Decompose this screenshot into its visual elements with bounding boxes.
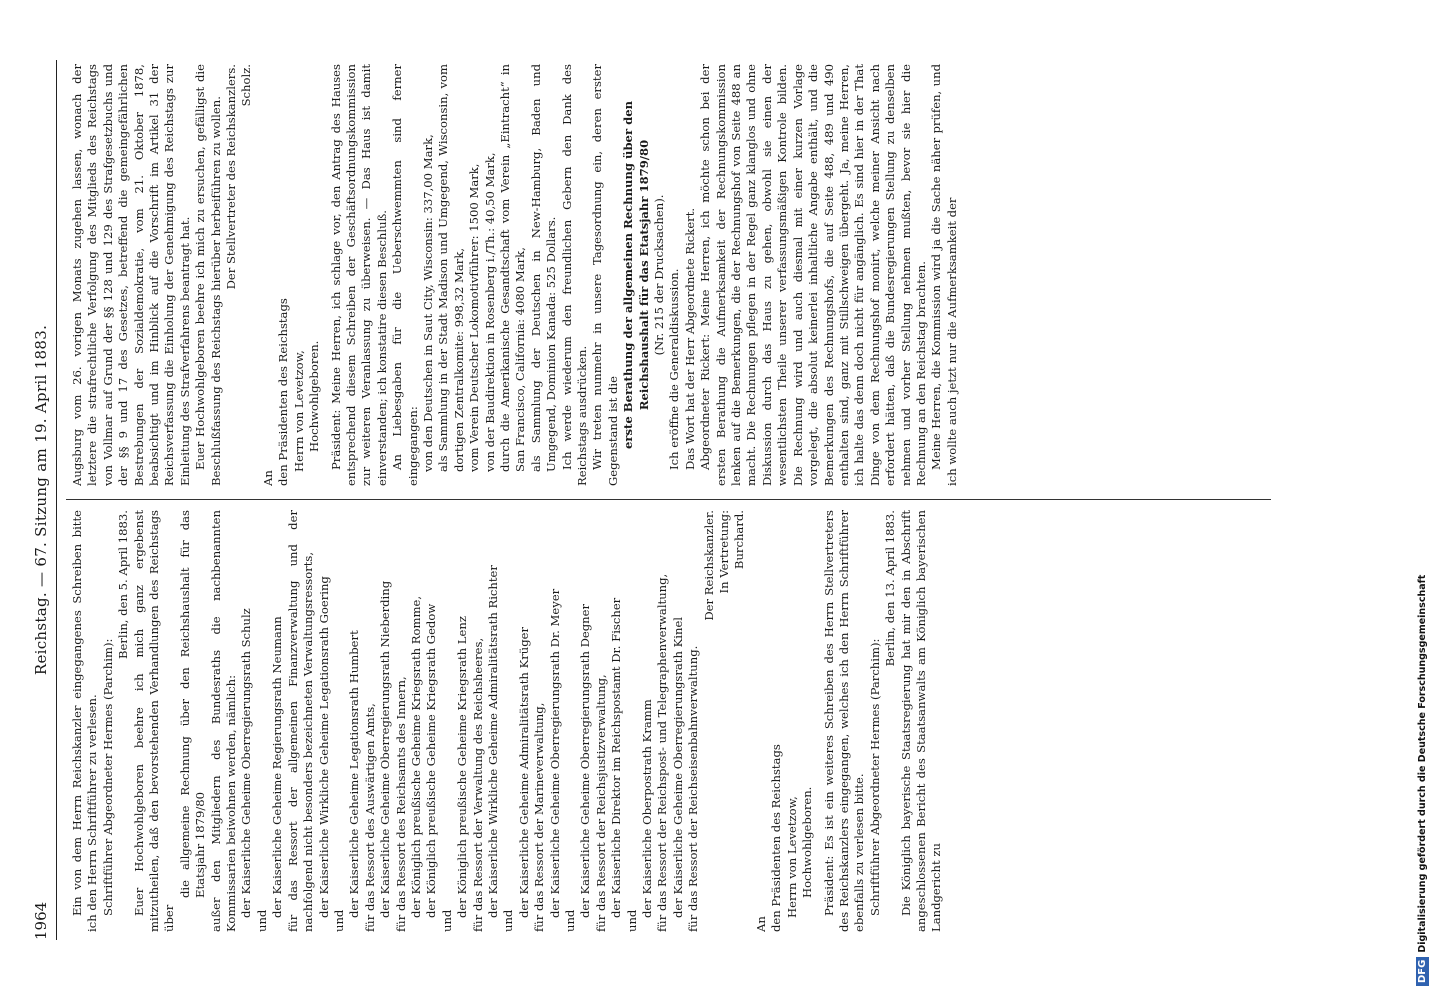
left-column-paragraph: der Kaiserliche Geheime Oberregierungsrath Dr. Meyer xyxy=(547,588,562,918)
funding-text: Digitalisierung gefördert durch die Deutsche Forschungsgemeinschaft xyxy=(1416,574,1428,953)
left-column-paragraph: für das Ressort der allgemeinen Finanzverwaltung und der nachfolgend nicht besonders bezeichneten Verwaltungsressorts, xyxy=(285,510,316,932)
left-column-paragraph: der Kaiserliche Wirkliche Geheime Legationsrath Goering xyxy=(316,576,331,918)
left-column-paragraph: Herrn von Levetzow, xyxy=(784,796,799,918)
left-column xyxy=(70,510,1280,932)
right-column-paragraph: An Liebesgaben für die Ueberschwemmten sind ferner eingegangen: xyxy=(390,64,420,486)
left-column-paragraph: und xyxy=(563,909,577,932)
left-column-paragraph: Hochwohlgeboren. xyxy=(800,786,815,898)
right-column-paragraph: (Nr. 215 der Drucksachen). xyxy=(652,194,667,356)
right-column-paragraph: Abgeordneter Rickert: Meine Herren, ich möchte schon bei der ersten Berathung die Aufmerksamkeit der Rechnungskommission lenken auf die Bemerkungen, die der Rechnungshof von Seite 488 an macht. Die Rechnungen pflegen in der Regel ganz klanglos und ohne Diskussion durch das Haus zu gehen, obwohl sie einen der wesentlichsten Theile unserer verfassungsmäßigen Kontrole bilden. Die Rechnung wird und auch diesmal mit einer kurzen Vorlage vorgelegt, die absolut keinerlei inhaltliche Angabe enthält, und die Bemerkungen des Rechnungshofs, die auf Seite 488, 489 und 490 enthalten sind, ganz mit Stillschweigen übergeht. Ja, meine Herren, ich halte das denn doch nicht für angänglich. Es sind hier in der That Dinge von dem Rechnungshof monirt, welche meiner Ansicht nach erfordert hätten, daß die Bundesregierungen Stellung zu denselben nehmen und vorher Stellung nehmen mußten, bevor sie hier die Rechnung an den Reichstag brachten. xyxy=(698,64,928,486)
left-column-paragraph: den Präsidenten des Reichstags xyxy=(769,744,784,932)
left-column-paragraph: Euer Hochwohlgeboren beehre ich mich ganz ergebenst mitzutheilen, daß den bevorstehenden Verhandlungen des Reichstags über xyxy=(131,510,177,932)
left-column-paragraph: Die Königlich bayerische Staatsregierung hat mir den in Abschrift angeschlossenen Bericht des Staatsanwalts am Königlich bayerischen Landgericht zu xyxy=(898,510,944,932)
header-rule xyxy=(56,60,57,940)
left-column-paragraph: Schriftführer Abgeordneter Hermes (Parchim): xyxy=(867,638,882,916)
right-column-paragraph: Hochwohlgeboren. xyxy=(307,340,322,452)
right-column-paragraph: durch die Amerikanische Gesandtschaft vom Verein „Eintracht“ in San Francisco, California: 4080 Mark, xyxy=(497,64,528,472)
left-column-paragraph: für das Ressort der Reichseisenbahnverwaltung. xyxy=(686,645,701,932)
left-column-paragraph: der Kaiserliche Geheime Regierungsrath Neumann xyxy=(270,616,285,918)
left-column-paragraph: der Kaiserliche Wirkliche Geheime Admiralitätsrath Richter xyxy=(485,565,500,918)
left-column-paragraph: der Kaiserliche Geheime Legationsrath Humbert xyxy=(347,630,362,918)
left-column-paragraph: der Kaiserliche Oberpostrath Kramm xyxy=(640,699,655,918)
right-column-paragraph: Ich werde wiederum den freundlichen Gebern den Dank des Reichstags ausdrücken. xyxy=(559,64,589,486)
column-divider xyxy=(66,499,1271,500)
left-column-paragraph: für das Ressort der Marineverwaltung, xyxy=(532,702,547,932)
left-column-paragraph: außer den Mitgliedern des Bundesraths die nachbenannten Kommissarien beiwohnen werden, nämlich: xyxy=(208,510,239,932)
left-column-paragraph: Berlin, den 5. April 1883. xyxy=(116,510,131,659)
left-column-paragraph: für das Ressort der Reichsjustizverwaltung, xyxy=(593,674,608,932)
right-column-paragraph: Präsident: Meine Herren, ich schlage vor, den Antrag des Hauses entsprechend diesem Schreiben der Geschäftsordnungskommission zur weiteren Veranlassung zu überweisen. — Das Haus ist damit einverstanden; ich konstatire diesen Beschluß. xyxy=(328,64,389,486)
right-column xyxy=(70,64,1280,486)
left-column-paragraph: Ein von dem Herrn Reichskanzler eingegangenes Schreiben bitte ich den Herrn Schriftführer zu verlesen. xyxy=(70,510,100,932)
right-column-paragraph: von den Deutschen in Saut City, Wisconsin: 337,00 Mark, xyxy=(420,134,435,472)
left-column-paragraph: der Kaiserliche Geheime Oberregierungsrath Schulz xyxy=(239,608,254,918)
funding-note xyxy=(1412,6,1432,986)
left-column-paragraph: der Kaiserliche Geheime Oberregierungsrath Degner xyxy=(578,603,593,918)
left-column-paragraph: In Vertretung: xyxy=(717,510,732,594)
left-column-paragraph: der Kaiserliche Geheime Oberregierungsrath Kinel xyxy=(670,616,685,918)
right-column-paragraph: Ich eröffne die Generaldiskussion. xyxy=(667,268,682,470)
right-column-paragraph: Augsburg vom 26. vorigen Monats zugehen lassen, wonach der letztere die strafrechtliche Verfolgung des Mitglieds des Reichstags von Vollmar auf Grund der §§ 128 und 129 des Strafgesetzbuchs und der §§ 9 und 17 des Gesetzes, betreffend die gemeingefährlichen Bestrebungen der Sozialdemokratie, vom 21. Oktober 1878, beabsichtigt und im Hinblick auf die Vorschrift im Artikel 31 der Reichsverfassung die Einholung der Genehmigung des Reichstags zur Einleitung des Strafverfahrens beantragt hat. xyxy=(70,64,192,486)
page-number: 1964 xyxy=(32,901,50,940)
left-column-paragraph: für das Ressort des Reichsamts des Innern, xyxy=(393,676,408,932)
left-column-paragraph: der Königlich preußische Geheime Kriegsrath Romme, xyxy=(408,595,423,918)
left-column-paragraph: für das Ressort des Auswärtigen Amts, xyxy=(362,703,377,932)
left-column-paragraph: Berlin, den 13. April 1883. xyxy=(883,510,898,667)
left-column-paragraph: und xyxy=(254,909,269,932)
left-column-paragraph: der Königlich preußische Geheime Kriegsrath Gedow xyxy=(424,603,439,918)
left-column-paragraph: der Kaiserliche Geheime Oberregierungsrath Nieberding xyxy=(378,580,393,918)
right-column-paragraph: An xyxy=(260,470,275,486)
right-column-paragraph: als Sammlung in der Stadt Madison und Umgegend, Wisconsin, vom dortigen Zentralkomite: 998,32 Mark, xyxy=(436,64,466,472)
left-column-paragraph: Burchard. xyxy=(732,510,747,570)
right-column-paragraph: Herrn von Levetzow, xyxy=(291,350,306,472)
left-column-paragraph: für das Ressort der Verwaltung des Reichsheeres, xyxy=(470,637,485,932)
left-column-paragraph: und xyxy=(439,909,454,932)
right-column-paragraph: von der Baudirektion in Rosenberg i./Th.: 40,50 Mark, xyxy=(482,152,497,472)
page-title: Reichstag. — 67. Sitzung am 19. April 1883. xyxy=(32,324,50,676)
page-header xyxy=(28,60,54,940)
dfg-logo: DFG xyxy=(1416,957,1429,986)
right-column-paragraph: den Präsidenten des Reichstags xyxy=(276,298,291,486)
left-column-paragraph: Der Reichskanzler. xyxy=(701,510,716,621)
right-column-paragraph: als Sammlung der Deutschen in New-Hamburg, Baden und Umgegend, Dominion Kanada: 525 Dollars. xyxy=(528,64,559,472)
right-column-paragraph: Das Wort hat der Herr Abgeordnete Rickert. xyxy=(682,207,697,470)
left-column-paragraph: Schriftführer Abgeordneter Hermes (Parchim): xyxy=(100,638,115,916)
right-column-paragraph: vom Verein Deutscher Lokomotivführer: 1500 Mark, xyxy=(467,163,482,472)
left-column-paragraph: und xyxy=(624,909,639,932)
left-column-paragraph: Präsident: Es ist ein weiteres Schreiben des Herrn Stellvertreters des Reichskanzlers eingegangen, welches ich den Herrn Schriftführer ebenfalls zu verlesen bitte. xyxy=(821,510,867,932)
right-column-paragraph: Scholz. xyxy=(239,64,254,107)
left-column-paragraph: der Kaiserliche Geheime Admiralitätsrath Krüger xyxy=(516,626,531,918)
left-column-paragraph: und xyxy=(501,909,516,932)
right-column-paragraph: Der Stellvertreter des Reichskanzlers. xyxy=(224,64,239,290)
left-column-paragraph: An xyxy=(753,916,768,932)
right-column-paragraph: Wir treten nunmehr in unsere Tagesordnung ein, deren erster Gegenstand ist die xyxy=(590,64,620,486)
left-column-paragraph: die allgemeine Rechnung über den Reichshaushalt für das Etatsjahr 1879/80 xyxy=(177,510,208,898)
right-column-paragraph: erste Berathung der allgemeinen Rechnung über den Reichshaushalt für das Etatsjahr 1879/80 xyxy=(621,101,651,450)
left-column-paragraph: der Königlich preußische Geheime Kriegsrath Lenz xyxy=(455,616,470,918)
right-column-paragraph: Euer Hochwohlgeboren beehre ich mich zu ersuchen, gefälligst die Beschlußfassung des Reichstags hierüber herbeiführen zu wollen. xyxy=(193,64,223,486)
left-column-paragraph: der Kaiserliche Direktor im Reichspostamt Dr. Fischer xyxy=(609,597,624,918)
left-column-paragraph: und xyxy=(331,909,346,932)
left-column-paragraph: für das Ressort der Reichspost- und Telegraphenverwaltung, xyxy=(655,573,670,932)
right-column-paragraph: Meine Herren, die Kommission wird ja die Sache näher prüfen, und ich wollte auch jetzt nur die Aufmerksamkeit der xyxy=(929,64,959,486)
